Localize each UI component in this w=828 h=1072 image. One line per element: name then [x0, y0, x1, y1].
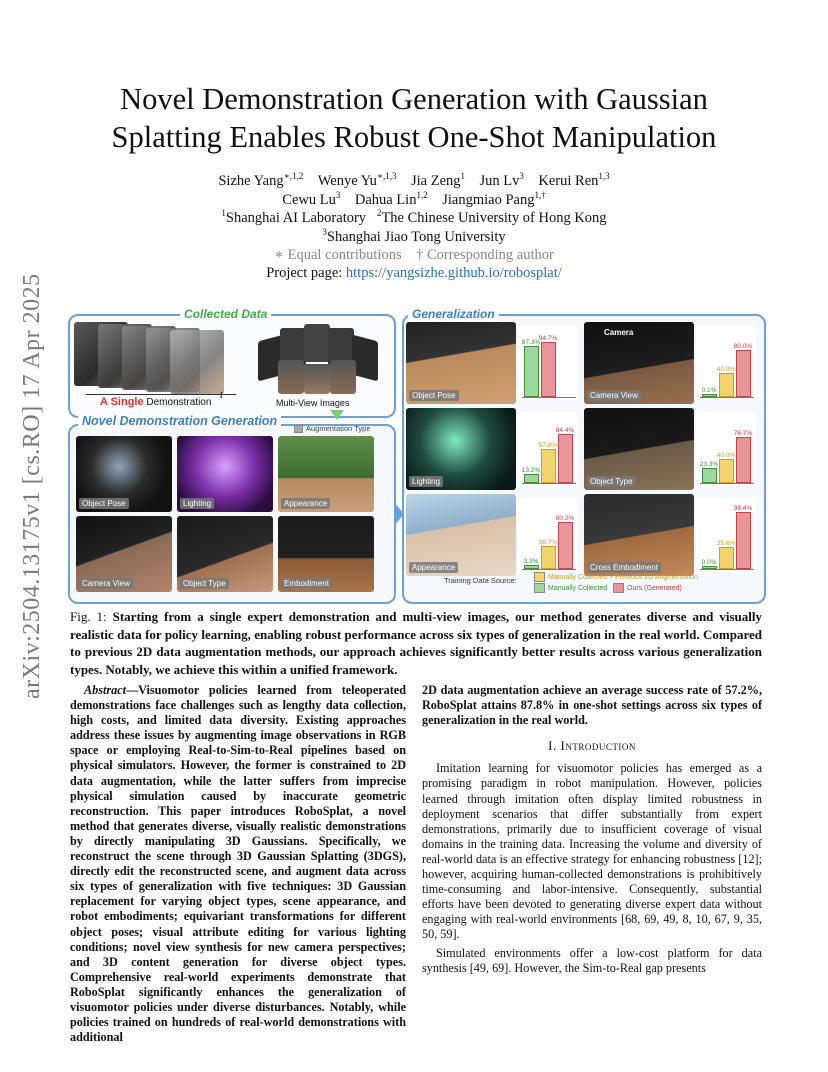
aug-image-lighting: [177, 436, 273, 512]
aug-image-embodiment: [278, 516, 374, 592]
chart-legend: [534, 572, 698, 594]
paper-title: [60, 80, 768, 156]
bar-value-label: 0.0%: [701, 559, 717, 566]
bar-value-label: 23.3%: [699, 460, 719, 468]
author-name: Kerui Ren$^{1,3}$: [538, 171, 610, 189]
bar: [541, 546, 556, 569]
abstract-text: —Visuomotor policies learned from teleoperated demonstrations face challenges such as lengthy data collection, high costs, and limited data diversity. Existing approaches address these issues by augmenting image observations in RGB space or employing Real-to-Sim-to-Real pipelines based on physical simulators. However, the former is constrained to 2D data augmentation, while the latter suffers from imprecise physical simulation caused by inaccurate geometric reconstruction. This paper introduces RoboSplat, a novel method that generates diverse, visually realistic demonstrations by directly manipulating 3D Gaussians. Specifically, we reconstruct the scene through 3D Gaussian Splatting (3DGS), directly edit the reconstructed scene, and augment data across six types of generalization with five techniques: 3D Gaussian replacement for varying object types, scene appearance, and robot embodiments; equivariant transformations for different object poses; visual attribute editing for various lighting conditions; novel view synthesis for new camera perspectives; and 3D content generation for diverse object types. Comprehensive real-world experiments demonstrate that RoboSplat significantly enhances the generalization of visuomotor policies under diverse disturbances. Notably, while policies trained on hundreds of real-world demonstrations with additional: [70, 683, 406, 1045]
demo-frame-stack: [74, 322, 244, 392]
bar-value-label: 80.0%: [733, 343, 753, 351]
aug-image-label: Object Pose: [79, 498, 129, 509]
author-name: Sizhe Yang$^{∗,1,2}$: [218, 171, 304, 189]
gen-image-appearance: [406, 494, 516, 576]
aug-image-object-type: [177, 516, 273, 592]
intro-paragraph-2: Simulated environments offer a low-cost platform for data synthesis [49, 69]. However, the Sim-to-Real gap presents: [422, 945, 762, 975]
gen-image-camera-view: [584, 322, 694, 404]
gen-image-label: Object Pose: [409, 390, 459, 401]
success-rate-chart: [696, 498, 756, 572]
single-demo-label: A Single Demonstration: [100, 396, 212, 408]
bar: [736, 512, 751, 569]
bar-value-label: 40.0%: [716, 365, 736, 373]
gen-image-object-pose: [406, 322, 516, 404]
caption-label: Fig. 1:: [70, 609, 113, 624]
multi-view-images: [258, 324, 378, 394]
success-rate-chart: [696, 326, 756, 400]
gen-image-object-type: [584, 408, 694, 490]
caption-text: Starting from a single expert demonstration and multi-view images, our method generates diverse and visually realistic data for policy learning, enabling robust performance across six types of generalization in the real world. Compared to previous 2D data augmentation methods, our approach achieves significantly better results across various generalization types. Notably, we achieve this within a unified framework.: [70, 609, 762, 677]
bar-value-label: 13.2%: [521, 466, 541, 474]
bar: [719, 373, 734, 397]
section-heading: I. Introduction: [548, 738, 636, 754]
author-name: $^2$The Chinese University of Hong Kong: [376, 208, 607, 226]
success-rate-chart: [518, 326, 578, 400]
authors-line-2: [120, 191, 708, 210]
title-line-2: Splatting Enables Robust One-Shot Manipulation: [111, 120, 717, 154]
time-axis-label: t: [220, 390, 223, 401]
bar-value-label: 36.7%: [538, 539, 558, 547]
author-name: Cewu Lu$^3$: [282, 190, 341, 208]
aug-image-label: Lighting: [180, 498, 214, 509]
camera-label: Camera: [604, 328, 634, 337]
gen-image-lighting: [406, 408, 516, 490]
bar: [736, 437, 751, 483]
bar: [719, 459, 734, 483]
bar-value-label: 94.7%: [538, 334, 558, 342]
bar: [702, 566, 717, 569]
affiliation-line-1: [120, 209, 708, 228]
aug-type-legend: Augmentation Type: [294, 424, 371, 433]
bar-value-label: 35.6%: [716, 540, 736, 548]
bar: [524, 346, 539, 397]
abstract: [70, 683, 406, 1045]
bar-value-label: 57.8%: [538, 441, 558, 449]
intro-paragraph-1: Imitation learning for visuomotor policies has emerged as a promising paradigm in robot manipulation. However, policies learned through imitation often display limited robustness in deployment scenarios that differ substantially from expert demonstrations, primarily due to insufficient coverage of visual domains in the training data. Increasing the volume and diversity of real-world data is an effective strategy for enhancing robustness [12]; however, acquiring human-collected demonstrations is prohibitively time-consuming and labor-intensive. Consequently, substantial efforts have been devoted to generating diverse expert data without engaging with real-world environments [68, 69, 49, 8, 10, 67, 9, 35, 50, 59].: [422, 761, 762, 942]
gen-image-label: Appearance: [409, 562, 458, 573]
down-arrow-icon: [330, 410, 344, 420]
bar: [524, 474, 539, 483]
gen-image-label: Cross Embodiment: [587, 562, 661, 573]
gen-image-cross-embodiment: [584, 494, 694, 576]
legend-row-2: Manually Collected Ours (Generated): [534, 583, 698, 594]
bar-value-label: 78.7%: [733, 429, 753, 437]
bar-value-label: 87.3%: [521, 339, 541, 347]
abstract-continuation: 2D data augmentation achieve an average success rate of 57.2%, RoboSplat attains 87.8% in one-shot settings across six types of generalization in the real world.: [422, 683, 762, 728]
bar: [558, 522, 573, 569]
equal-contrib-note: ∗ Equal contributions: [274, 247, 402, 263]
right-column: [422, 683, 762, 976]
bar-value-label: 40.0%: [716, 451, 736, 459]
novel-generation-title: Novel Demonstration Generation: [78, 414, 281, 428]
bar: [541, 342, 556, 397]
bar: [541, 449, 556, 483]
bar: [719, 547, 734, 569]
authors-line-1: [120, 172, 708, 191]
corresponding-note: † Corresponding author: [416, 247, 554, 263]
aug-image-label: Camera View: [79, 578, 133, 589]
multi-view-label: Multi-View Images: [276, 398, 350, 408]
aug-image-label: Object Type: [180, 578, 229, 589]
gen-image-label: Object Type: [587, 476, 636, 487]
bar: [558, 434, 573, 483]
success-rate-chart: [518, 412, 578, 486]
bar: [702, 394, 717, 397]
author-name: $^1$Shanghai AI Laboratory: [221, 208, 367, 226]
bar: [702, 468, 717, 483]
aug-image-label: Embodiment: [281, 578, 332, 589]
author-name: Wenye $Yu^{∗,1,3}$: [317, 171, 397, 189]
bar-value-label: 98.4%: [733, 504, 753, 512]
legend-prev2d: Manually Collected + Previous 2D Augmentation: [534, 572, 698, 583]
abstract-label: Abstract: [84, 683, 126, 697]
author-name: Jun Lv$^3$: [479, 171, 524, 189]
project-page: Project page: https://yangsizhe.github.io/robosplat/: [266, 265, 562, 281]
generalization-title: Generalization: [408, 307, 499, 321]
success-rate-chart: [518, 498, 578, 572]
figure-1: [68, 306, 764, 602]
figure-caption: [70, 608, 762, 678]
arxiv-stamp: arXiv:2504.13175v1 [cs.RO] 17 Apr 2025: [19, 273, 45, 699]
aug-image-object-pose: [76, 436, 172, 512]
aug-image-label: Appearance: [281, 498, 330, 509]
author-notes: [120, 246, 708, 265]
collected-data-title: Collected Data: [180, 307, 271, 321]
affiliation-line-2: $^3$Shanghai Jiao Tong University: [322, 227, 506, 245]
author-name: Dahua Lin$^{1,2}$: [354, 190, 428, 208]
title-line-1: Novel Demonstration Generation with Gaussian: [120, 82, 708, 116]
gen-image-label: Lighting: [409, 476, 443, 487]
gen-image-label: Camera View: [587, 390, 641, 401]
bar-value-label: 0.1%: [701, 387, 717, 394]
success-rate-chart: [696, 412, 756, 486]
bar: [736, 350, 751, 397]
aug-image-appearance: [278, 436, 374, 512]
bar-value-label: 3.3%: [523, 558, 539, 566]
author-name: Jiangmiao Pang$^{1,\dagger}$: [442, 190, 546, 208]
bar: [524, 565, 539, 569]
bar-value-label: 84.4%: [555, 426, 575, 434]
aug-image-camera-view: [76, 516, 172, 592]
legend-title: Training Data Source:: [444, 576, 517, 585]
bar-value-label: 80.2%: [555, 515, 575, 523]
project-link[interactable]: https://yangsizhe.github.io/robosplat/: [345, 265, 562, 281]
author-name: Jia Zeng$^1$: [410, 171, 466, 189]
